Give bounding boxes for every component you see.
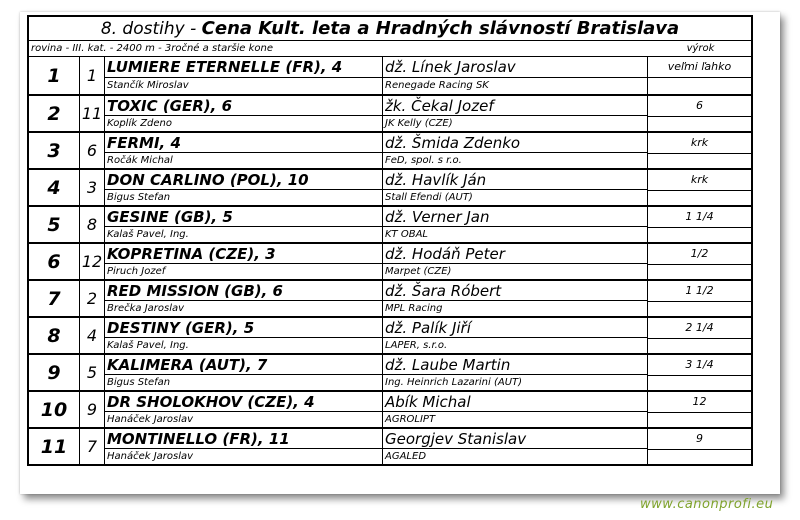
start-number: 2 xyxy=(80,281,105,316)
jockey-name: dž. Šara Róbert xyxy=(383,281,647,301)
race-conditions: rovina - III. kat. - 2400 m - 3ročné a staršie kone xyxy=(31,43,274,54)
horse-cell xyxy=(105,355,383,390)
table-row xyxy=(29,94,751,131)
finish-place: 4 xyxy=(29,170,80,205)
start-number: 4 xyxy=(80,318,105,353)
finish-place: 9 xyxy=(29,355,80,390)
horse-cell xyxy=(105,392,383,427)
jockey-cell xyxy=(383,96,648,131)
start-number: 1 xyxy=(80,57,105,94)
horse-cell xyxy=(105,207,383,242)
table-row xyxy=(29,427,751,464)
jockey-name: dž. Línek Jaroslav xyxy=(383,57,647,78)
finish-margin: 9 xyxy=(648,429,751,450)
start-number: 6 xyxy=(80,133,105,168)
margin-blank xyxy=(648,450,751,464)
trainer-name: Hanáček Jaroslav xyxy=(107,414,194,426)
horse-name: RED MISSION (GB), 6 xyxy=(105,281,382,301)
horse-name: LUMIERE ETERNELLE (FR), 4 xyxy=(105,57,382,78)
horse-name: DON CARLINO (POL), 10 xyxy=(105,170,382,190)
owner-name: AGROLIPT xyxy=(385,414,436,426)
finish-margin: 3 1/4 xyxy=(648,355,751,376)
race-title xyxy=(29,17,751,41)
horse-cell xyxy=(105,244,383,279)
jockey-name: dž. Palík Jiří xyxy=(383,318,647,338)
owner-name: Marpet (CZE) xyxy=(385,266,452,278)
results-table xyxy=(27,15,753,466)
trainer-name: Bigus Stefan xyxy=(107,377,171,389)
margin-blank xyxy=(648,302,751,316)
margin-cell xyxy=(648,392,751,427)
watermark: www.canonprofi.eu xyxy=(640,497,774,512)
margin-cell xyxy=(648,207,751,242)
jockey-name: dž. Šmida Zdenko xyxy=(383,133,647,153)
trainer-name: Stančík Miroslav xyxy=(107,80,189,91)
entries-list xyxy=(29,57,751,464)
finish-place: 8 xyxy=(29,318,80,353)
trainer-name: Bigus Stefan xyxy=(107,192,171,204)
margin-blank xyxy=(648,376,751,390)
start-number: 5 xyxy=(80,355,105,390)
jockey-cell xyxy=(383,281,648,316)
horse-name: TOXIC (GER), 6 xyxy=(105,96,382,116)
finish-margin: krk xyxy=(648,133,751,154)
finish-margin: 1 1/2 xyxy=(648,281,751,302)
horse-name: DR SHOLOKHOV (CZE), 4 xyxy=(105,392,382,412)
jockey-name: Georgjev Stanislav xyxy=(383,429,647,449)
owner-name: JK Kelly (CZE) xyxy=(385,118,453,130)
margin-blank xyxy=(648,339,751,353)
table-row xyxy=(29,390,751,427)
start-number: 12 xyxy=(80,244,105,279)
trainer-name: Koplík Zdeno xyxy=(107,118,172,130)
finish-place: 11 xyxy=(29,429,80,464)
jockey-cell xyxy=(383,318,648,353)
finish-place: 6 xyxy=(29,244,80,279)
margin-cell xyxy=(648,170,751,205)
margin-blank xyxy=(648,78,751,94)
jockey-cell xyxy=(383,355,648,390)
margin-blank xyxy=(648,265,751,279)
horse-cell xyxy=(105,429,383,464)
horse-cell xyxy=(105,318,383,353)
horse-cell xyxy=(105,133,383,168)
finish-margin: 12 xyxy=(648,392,751,413)
start-number: 3 xyxy=(80,170,105,205)
horse-cell xyxy=(105,57,383,94)
jockey-cell xyxy=(383,170,648,205)
table-row xyxy=(29,168,751,205)
table-row xyxy=(29,57,751,94)
jockey-name: žk. Čekal Jozef xyxy=(383,96,647,116)
margin-cell xyxy=(648,281,751,316)
horse-name: KALIMERA (AUT), 7 xyxy=(105,355,382,375)
start-number: 11 xyxy=(80,96,105,131)
jockey-cell xyxy=(383,392,648,427)
jockey-name: dž. Verner Jan xyxy=(383,207,647,227)
horse-name: FERMI, 4 xyxy=(105,133,382,153)
finish-margin: 1 1/4 xyxy=(648,207,751,228)
finish-margin: krk xyxy=(648,170,751,191)
trainer-name: Brečka Jaroslav xyxy=(107,303,185,315)
jockey-cell xyxy=(383,57,648,94)
margin-cell xyxy=(648,96,751,131)
jockey-name: dž. Havlík Ján xyxy=(383,170,647,190)
jockey-name: dž. Hodáň Peter xyxy=(383,244,647,264)
start-number: 7 xyxy=(80,429,105,464)
margin-cell xyxy=(648,133,751,168)
jockey-cell xyxy=(383,133,648,168)
margin-cell xyxy=(648,244,751,279)
trainer-name: Hanáček Jaroslav xyxy=(107,451,194,463)
margin-cell xyxy=(648,57,751,94)
horse-cell xyxy=(105,281,383,316)
margin-blank xyxy=(648,228,751,242)
owner-name: LAPER, s.r.o. xyxy=(385,340,448,352)
table-row xyxy=(29,279,751,316)
jockey-name: Abík Michal xyxy=(383,392,647,412)
finish-place: 5 xyxy=(29,207,80,242)
horse-name: GESINE (GB), 5 xyxy=(105,207,382,227)
margin-cell xyxy=(648,318,751,353)
start-number: 8 xyxy=(80,207,105,242)
margin-cell xyxy=(648,429,751,464)
horse-name: KOPRETINA (CZE), 3 xyxy=(105,244,382,264)
owner-name: Ing. Heinrich Lazarini (AUT) xyxy=(385,377,523,389)
owner-name: Renegade Racing SK xyxy=(385,80,489,91)
table-row xyxy=(29,242,751,279)
margin-blank xyxy=(648,413,751,427)
margin-blank xyxy=(648,191,751,205)
table-row xyxy=(29,131,751,168)
jockey-cell xyxy=(383,429,648,464)
trainer-name: Ročák Michal xyxy=(107,155,173,167)
race-info-row xyxy=(29,41,751,57)
finish-place: 3 xyxy=(29,133,80,168)
margin-blank xyxy=(648,154,751,168)
owner-name: AGALED xyxy=(385,451,427,463)
margin-blank xyxy=(648,117,751,131)
finish-margin: 1/2 xyxy=(648,244,751,265)
finish-margin: 6 xyxy=(648,96,751,117)
jockey-cell xyxy=(383,207,648,242)
trainer-name: Kalaš Pavel, Ing. xyxy=(107,229,189,241)
owner-name: Stall Efendi (AUT) xyxy=(385,192,473,204)
jockey-cell xyxy=(383,244,648,279)
trainer-name: Piruch Jozef xyxy=(107,266,166,278)
race-number: 8. dostihy - xyxy=(100,19,202,39)
owner-name: FeD, spol. s r.o. xyxy=(385,155,462,167)
horse-cell xyxy=(105,170,383,205)
owner-name: KT OBAL xyxy=(385,229,428,241)
finish-place: 7 xyxy=(29,281,80,316)
margin-header: výrok xyxy=(686,43,715,54)
finish-place: 10 xyxy=(29,392,80,427)
finish-margin: 2 1/4 xyxy=(648,318,751,339)
table-row xyxy=(29,353,751,390)
table-row xyxy=(29,205,751,242)
race-name: Cena Kult. leta a Hradných slávností Bratislava xyxy=(201,18,680,39)
jockey-name: dž. Laube Martin xyxy=(383,355,647,375)
trainer-name: Kalaš Pavel, Ing. xyxy=(107,340,189,352)
horse-name: MONTINELLO (FR), 11 xyxy=(105,429,382,449)
margin-cell xyxy=(648,355,751,390)
finish-place: 2 xyxy=(29,96,80,131)
finish-place: 1 xyxy=(29,57,80,94)
table-row xyxy=(29,316,751,353)
owner-name: MPL Racing xyxy=(385,303,443,315)
finish-margin: veľmi ľahko xyxy=(648,57,751,78)
horse-cell xyxy=(105,96,383,131)
horse-name: DESTINY (GER), 5 xyxy=(105,318,382,338)
start-number: 9 xyxy=(80,392,105,427)
